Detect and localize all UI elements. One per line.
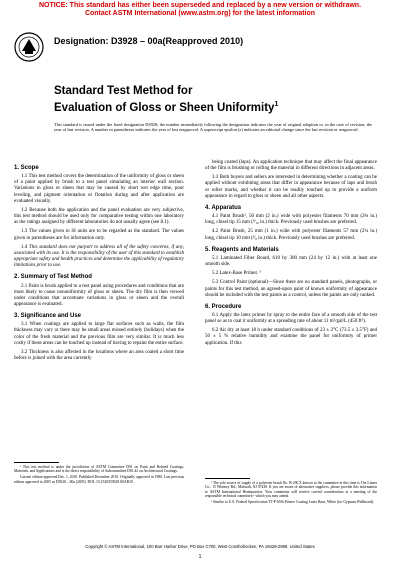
- section-heading: 4. Apparatus: [205, 204, 242, 211]
- section-heading: 3. Significance and Use: [14, 313, 82, 320]
- standard-note: This standard is issued under the fixed designation D3928; the number immediately following the designation indicates the year of original adoption or, in the case of revision, the year of last revision. A number in parentheses indicates the year of last reapproval. A superscript epsilon (ε) indicates an editorial change since the last revision or reapproval.: [54, 122, 372, 133]
- right-footnotes: [205, 481, 377, 506]
- section-heading: 5. Reagents and Materials: [205, 246, 279, 253]
- section-heading: 2. Summary of Test Method: [14, 274, 92, 281]
- page-number: 1: [198, 554, 202, 560]
- footnote: ³ Similar to U.S. Federal Specification TT-P-650c Primer Coating Latex Base, White (for Gypsum Wallboard).: [211, 500, 375, 505]
- paragraph: 4.2 Paint Brush, 25 mm (1 in.) wide with polyester filaments 57 mm (2¼ in.) long, chisel tip 10 mm (³⁄₈ in.) thick. Previously used brushes are preferred.: [205, 229, 377, 241]
- designation: Designation: D3928 – 00a(Reapproved 2010): [54, 36, 244, 46]
- section-heading: 6. Procedure: [205, 303, 242, 310]
- footnote: ¹ This test method is under the jurisdiction of ASTM Committee D01 on Paint and Related Coatings, Materials, and Applications and is the direct responsibility of Subcommittee D01.42 on Architectural Coatings.: [14, 465, 184, 474]
- paragraph: 1.4 This standard does not purport to address all of the safety concerns, if any, associated with its use. It is the responsibility of the user of this standard to establish appropriate safety and health practices and determine the applicability of regulatory limitations prior to use.: [14, 244, 184, 269]
- paragraph: 3.1 When coatings are applied to large flat surfaces such as walls, the film thickness may vary or there may be small areas missed entirely (holidays) when the color of the fresh material and the previous film are very similar. It is much less costly if these areas can be touched up instead of having to repaint the entire surface.: [14, 322, 184, 346]
- document-title: [54, 84, 374, 115]
- title-footnote-marker: 1: [274, 101, 279, 108]
- left-footnote-rule: [14, 462, 59, 463]
- footnote: ² The sole source of supply of a polyester brush No. B-29CX known to the committee at this time is The Linzer Co., 15 Whitney Rd., Mahwah, NJ 07430. If you are aware of alternative suppliers, please provide this information to ASTM International Headquarters. Your comments will receive careful consideration at a meeting of the responsible technical committee,¹ which you may attend.: [205, 481, 377, 499]
- paragraph: 1.1 This test method covers the determination of the uniformity of gloss or sheen of a paint applied by brush to a test panel simulating an interior wall section. Variations in gloss or sheen that may be caused by short wet edge time, poor leveling, and pigment orientation or flotation during and after application are evaluated visually.: [14, 174, 184, 204]
- paragraph: 1.2 Because both the application and the panel evaluation are very subjective, this test method should be used only for comparative testing within one laboratory as the ratings assigned by different laboratories do not usually agree (see 8.1).: [14, 207, 184, 226]
- paragraph: 5.3 Control Paint (optional)—Since there are no standard panels, photographs, or paints for this test method, an agreed-upon paint of known uniformity of appearance should be included with the test paints as a control, unless the paints are only ranked.: [205, 280, 377, 298]
- left-footnotes: [14, 465, 184, 486]
- paragraph: being coated (laps). An application technique that may affect the final appearance of the film is brushing or rolling the material in different directions in adjacent areas.: [205, 160, 377, 172]
- withdrawn-notice: [0, 0, 400, 22]
- title-line-2: [54, 98, 374, 115]
- right-footnote-rule: [205, 478, 250, 479]
- title-line-2-text: Evaluation of Gloss or Sheen Uniformity: [54, 101, 275, 114]
- notice-line-1: NOTICE: This standard has either been superseded and replaced by a new version or withdrawn.: [38, 2, 362, 9]
- section-heading: 1. Scope: [14, 165, 39, 171]
- copyright-line: Copyright © ASTM International, 100 Barr Harbor Drive, PO Box C700, West Conshohocken, PA 19428-2959. United States: [85, 544, 315, 549]
- paragraph: 2.1 Paint is brush applied to a test panel using procedures and conditions that are most likely to cause nonuniformity of gloss or sheen. The dry film is then viewed under conditions that accentuate variations in gloss or sheen and the overall appearance is evaluated.: [14, 283, 184, 307]
- astm-logo-icon: [14, 30, 44, 64]
- notice-line-2: Contact ASTM International (www.astm.org) for the latest information: [84, 10, 316, 17]
- footnote: Current edition approved Dec. 1, 2010. Published December 2010. Originally approved in 1980. Last previous edition approved in 2005 as D3928 – 00a (2005). DOI: 10.1520/D3928-00AR10.: [14, 475, 184, 484]
- paragraph: 6.2 Air dry at least 18 h under standard conditions of 23 ± 2°C (73.5 ± 3.5°F) and 50 ± 5 % relative humidity and examine the panel for uniformity of primer application. If this: [205, 328, 377, 346]
- right-column: [205, 160, 377, 350]
- paragraph: 6.1 Apply the latex primer by spray to the entire face of a smooth side of the test panel so as to coat it uniformly at a spreading rate of about 11 m²/gal/L (450 ft²).: [205, 312, 377, 325]
- title-line-1: Standard Test Method for: [54, 85, 193, 97]
- paragraph: 1.3 The values given in SI units are to be regarded as the standard. The values given in parentheses are for information only.: [14, 229, 184, 241]
- left-column: [14, 160, 184, 365]
- paragraph: 4.1 Paint Brush², 50 mm (2 in.) wide with polyester filaments 70 mm (2¾ in.) long, chisel tip 15 mm (⁹⁄₁₆ in.) thick. Previously used brushes are preferred.: [205, 214, 377, 226]
- paragraph: 5.1 Laminated Fiber Board, 610 by 300 mm (24 by 12 in.) with at least one smooth side.: [205, 255, 377, 268]
- paragraph: 3.2 Thickness is also affected in the locations where an area coated a short time before is joined with the area currently: [14, 349, 184, 362]
- paragraph: 5.2 Latex-Base Primer. ³: [212, 271, 261, 277]
- paragraph: 3.3 Both buyers and sellers are interested in determining whether a coating can be applied without exhibiting areas that differ in appearance because of laps and brush or roller marks, and whether it can be readily touched up to provide a uniform appearance in regard to gloss or sheen and all other aspects.: [205, 175, 377, 199]
